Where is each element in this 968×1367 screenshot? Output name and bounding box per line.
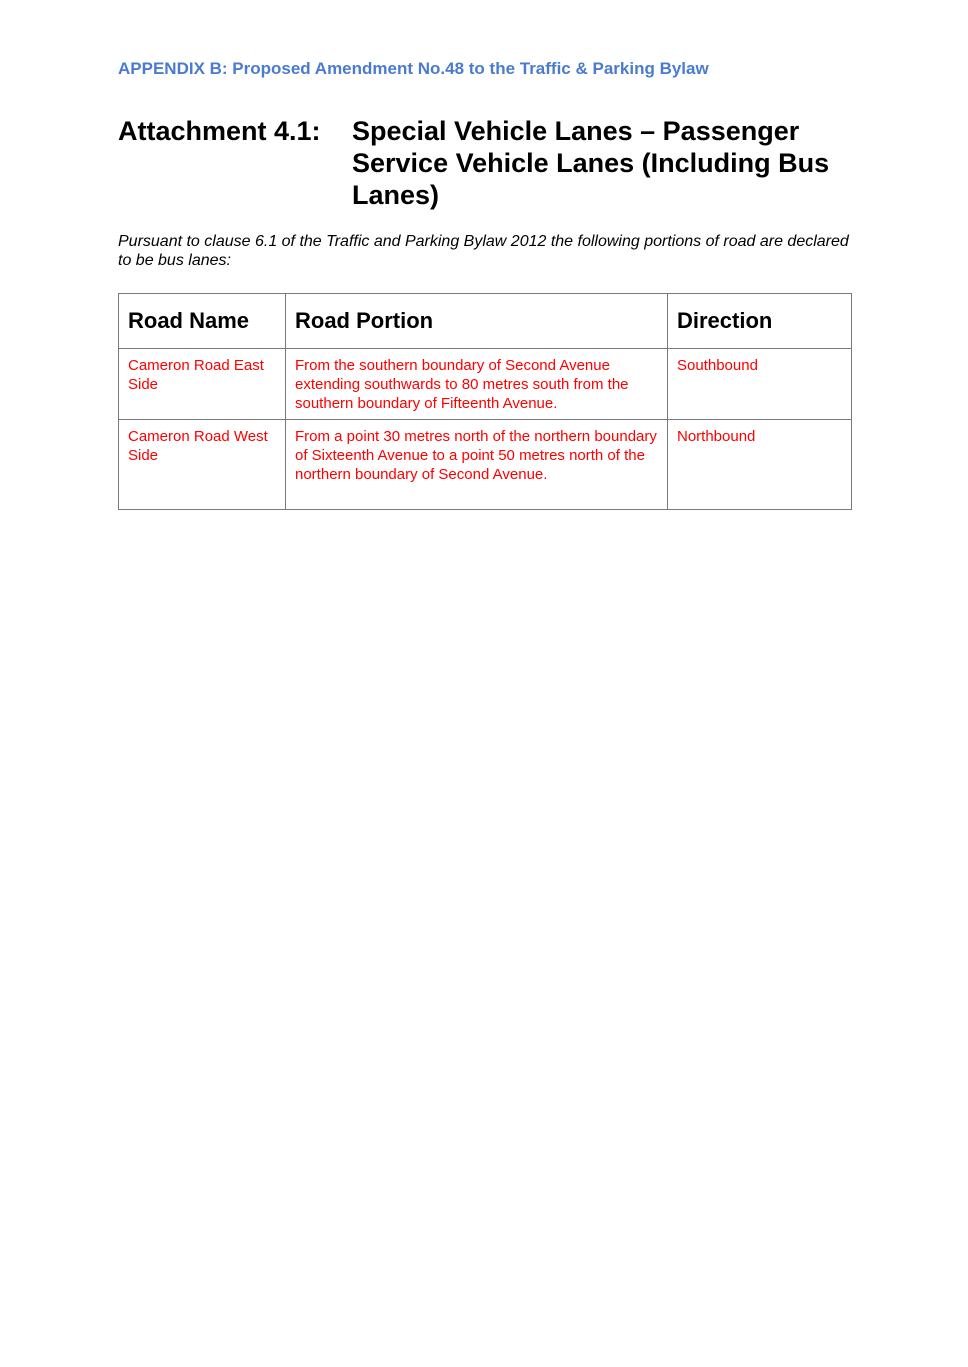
attachment-title: Special Vehicle Lanes – Passenger Service Vehicle Lanes (Including Bus Lanes) bbox=[352, 116, 830, 210]
table-row bbox=[119, 420, 852, 510]
attachment-label: Attachment 4.1: bbox=[118, 116, 321, 146]
cell-direction: Southbound bbox=[668, 349, 852, 420]
bus-lanes-table bbox=[118, 293, 852, 510]
intro-paragraph: Pursuant to clause 6.1 of the Traffic and Parking Bylaw 2012 the following portions of road are declared to be bus lanes: bbox=[118, 233, 849, 269]
cell-road-portion: From a point 30 metres north of the northern boundary of Sixteenth Avenue to a point 50 metres north of the northern boundary of Second Avenue. bbox=[286, 420, 668, 510]
table-header-row bbox=[119, 294, 852, 349]
header-road-name: Road Name bbox=[119, 294, 286, 349]
cell-road-portion: From the southern boundary of Second Avenue extending southwards to 80 metres south from the southern boundary of Fifteenth Avenue. bbox=[286, 349, 668, 420]
cell-road-name: Cameron Road West Side bbox=[119, 420, 286, 510]
cell-direction: Northbound bbox=[668, 420, 852, 510]
appendix-header: APPENDIX B: Proposed Amendment No.48 to the Traffic & Parking Bylaw bbox=[118, 59, 709, 78]
attachment-heading bbox=[118, 115, 858, 211]
cell-road-name: Cameron Road East Side bbox=[119, 349, 286, 420]
header-direction: Direction bbox=[668, 294, 852, 349]
header-road-portion: Road Portion bbox=[286, 294, 668, 349]
table-row bbox=[119, 349, 852, 420]
